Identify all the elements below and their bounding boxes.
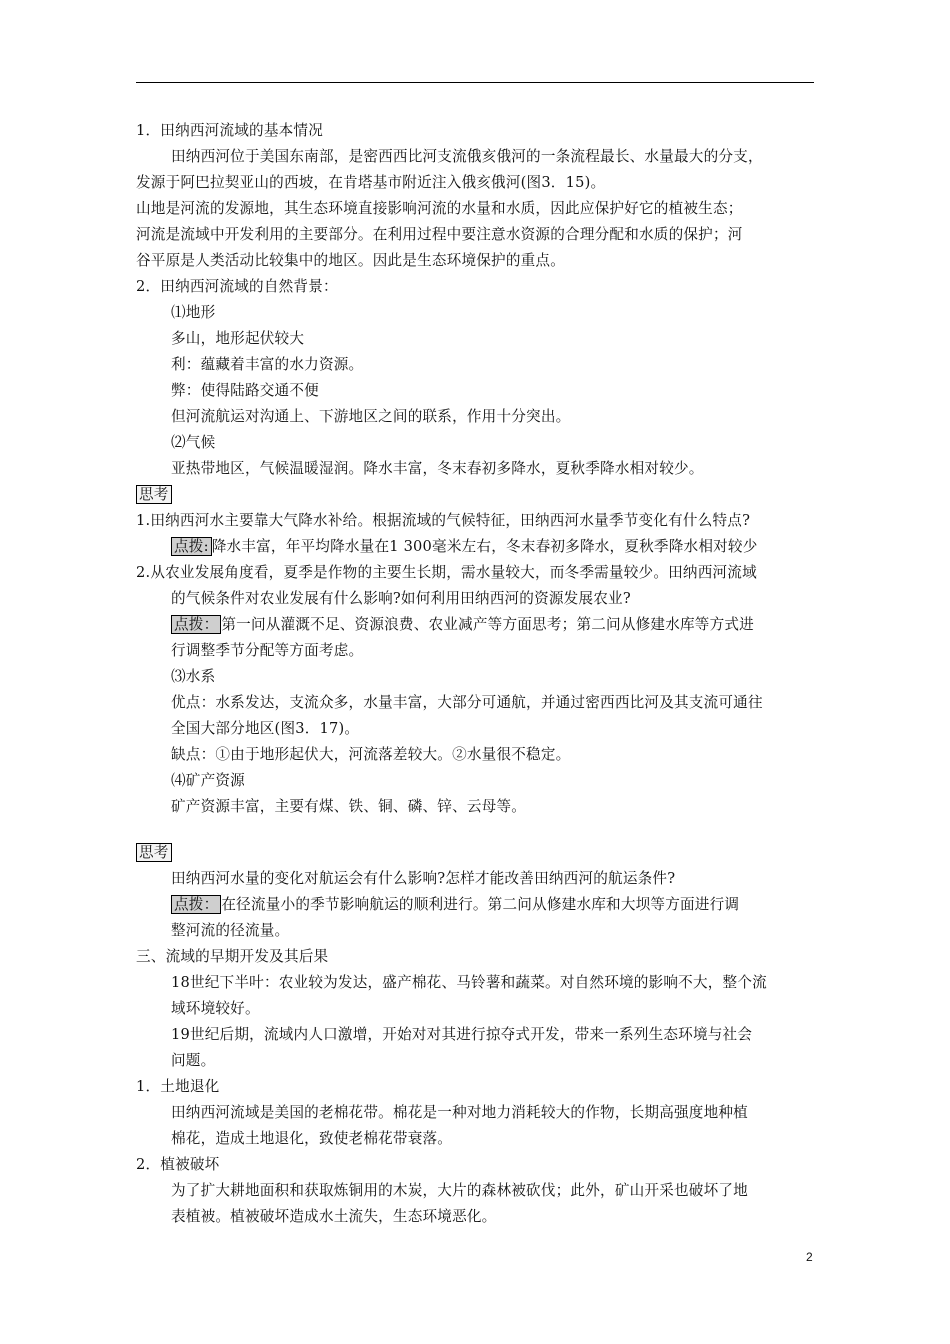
text-line: 2．植被破坏 <box>136 1156 220 1173</box>
text-line: 问题。 <box>171 1052 216 1069</box>
text-line: 1.田纳西河水主要靠大气降水补给。根据流域的气候特征，田纳西河水量季节变化有什么特点? <box>136 512 751 529</box>
header-rule <box>136 82 814 83</box>
text-line: 田纳西河位于美国东南部，是密西西比河支流俄亥俄河的一条流程最长、水量最大的分支， <box>171 148 763 165</box>
text-line: ⑶水系 <box>171 668 216 685</box>
text-line: 2.从农业发展角度看，夏季是作物的主要生长期，需水量较大，而冬季需量较少。田纳西河流域 <box>136 564 757 581</box>
text-line: 棉花，造成土地退化，致使老棉花带衰落。 <box>171 1130 453 1147</box>
text-line: 域环境较好。 <box>171 1000 260 1017</box>
text-line: 行调整季节分配等方面考虑。 <box>171 642 364 659</box>
text-line: 但河流航运对沟通上、下游地区之间的联系，作用十分突出。 <box>171 408 571 425</box>
text-line: 2．田纳西河流域的自然背景： <box>136 278 338 295</box>
text-line: 为了扩大耕地面积和获取炼铜用的木炭，大片的森林被砍伐；此外，矿山开采也破坏了地 <box>171 1182 748 1199</box>
think-label-1: 思考 <box>136 485 172 505</box>
text-line: 的气候条件对农业发展有什么影响?如何利用田纳西河的资源发展农业? <box>171 590 631 607</box>
text-line: 缺点：①由于地形起伏大，河流落差较大。②水量很不稳定。 <box>171 746 571 763</box>
text-line: 19世纪后期，流域内人口激增，开始对对其进行掠夺式开发，带来一系列生态环境与社会 <box>171 1026 753 1043</box>
hint-label: 点拨: <box>171 537 212 556</box>
text-line: 河流是流域中开发利用的主要部分。在利用过程中要注意水资源的合理分配和水质的保护；河 <box>136 226 743 243</box>
text-line: 利：蕴藏着丰富的水力资源。 <box>171 356 364 373</box>
text-line: 山地是河流的发源地，其生态环境直接影响河流的水量和水质，因此应保护好它的植被生态； <box>136 200 743 217</box>
text-line: 优点：水系发达，支流众多，水量丰富，大部分可通航，并通过密西西比河及其支流可通往 <box>171 694 763 711</box>
text-line: ⑷矿产资源 <box>171 772 245 789</box>
text-line: 整河流的径流量。 <box>171 922 290 939</box>
text-line: ⑴地形 <box>171 304 216 321</box>
think-label-2: 思考 <box>136 843 172 863</box>
hint-label: 点拨： <box>171 615 221 634</box>
text-line: 谷平原是人类活动比较集中的地区。因此是生态环境保护的重点。 <box>136 252 566 269</box>
hint-line-3: 点拨： 在径流量小的季节影响航运的顺利进行。第二问从修建水库和大坝等方面进行调 <box>171 895 739 915</box>
text-line: 18世纪下半叶：农业较为发达，盛产棉花、马铃薯和蔬菜。对自然环境的影响不大，整个流 <box>171 974 767 991</box>
hint-label: 点拨： <box>171 895 221 914</box>
hint-line-1: 点拨: 降水丰富，年平均降水量在1 300毫米左右，冬末春初多降水，夏秋季降水相对较少 <box>171 537 758 557</box>
hint-line-2: 点拨： 第一问从灌溉不足、资源浪费、农业减产等方面思考；第二问从修建水库等方式进 <box>171 615 754 635</box>
text-line: 亚热带地区，气候温暖湿润。降水丰富，冬末春初多降水，夏秋季降水相对较少。 <box>171 460 704 477</box>
text-line: 1．土地退化 <box>136 1078 220 1095</box>
text-line: 全国大部分地区(图3．17)。 <box>171 720 360 737</box>
text-line: 发源于阿巴拉契亚山的西坡，在肯塔基市附近注入俄亥俄河(图3．15)。 <box>136 174 606 191</box>
text-line: 三、流域的早期开发及其后果 <box>136 948 329 965</box>
text-line: 表植被。植被破坏造成水土流失，生态环境恶化。 <box>171 1208 497 1225</box>
page-number: 2 <box>806 1250 813 1264</box>
text-line: 矿产资源丰富，主要有煤、铁、铜、磷、锌、云母等。 <box>171 798 527 815</box>
text-line: 1．田纳西河流域的基本情况 <box>136 122 324 139</box>
text-line: 田纳西河流域是美国的老棉花带。棉花是一种对地力消耗较大的作物，长期高强度地种植 <box>171 1104 748 1121</box>
text-line: 多山，地形起伏较大 <box>171 330 305 347</box>
text-line: 田纳西河水量的变化对航运会有什么影响?怎样才能改善田纳西河的航运条件? <box>171 870 676 887</box>
text-line: 弊：使得陆路交通不便 <box>171 382 319 399</box>
text-line: ⑵气候 <box>171 434 216 451</box>
